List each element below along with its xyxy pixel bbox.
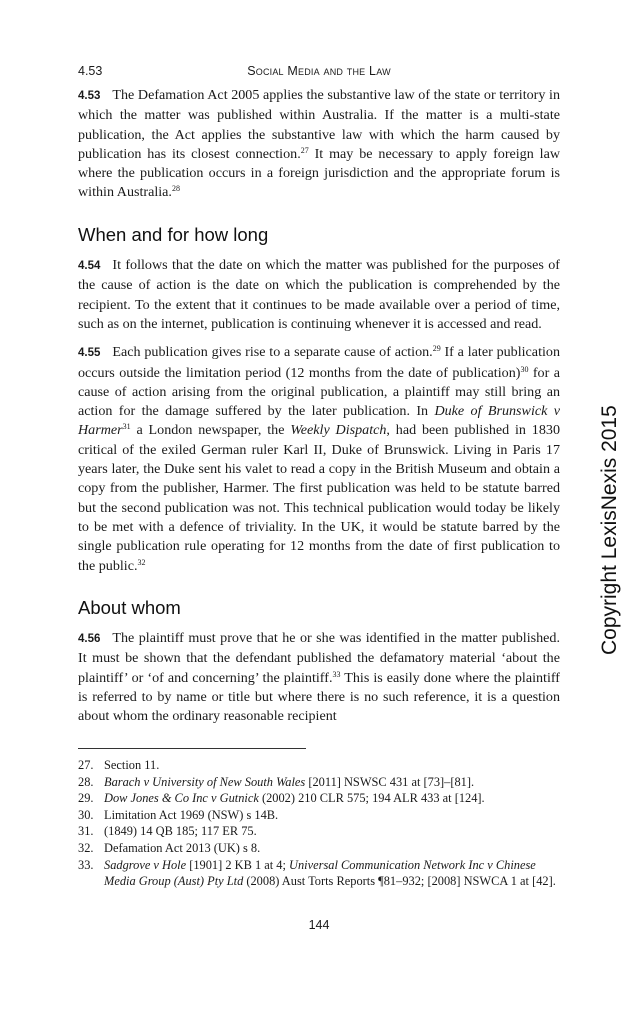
footnote-33: 33. Sadgrove v Hole [1901] 2 KB 1 at 4; Universal Communication Network Inc v Chinese Media Group (Aust) Pty Ltd (2008) Aust Torts Reports ¶81–932; [2008] NSWCA 1 at [42].	[78, 857, 556, 889]
footnote-ref[interactable]: 32	[137, 557, 146, 567]
footnote-32: 32. Defamation Act 2013 (UK) s 8.	[78, 840, 261, 855]
paragraph-4-53	[78, 86, 560, 203]
footnote-ref[interactable]: 31	[122, 422, 131, 432]
paragraph-4-56	[78, 629, 560, 726]
body-text	[78, 86, 560, 736]
footnote-ref[interactable]: 28	[171, 184, 180, 194]
case-name: Duke of Brunswick v Harmer	[78, 403, 560, 439]
paragraph-4-55	[78, 343, 560, 576]
footnote-30: 30. Limitation Act 1969 (NSW) s 14B.	[78, 807, 279, 822]
case-name: Dow Jones & Co Inc v Gutnick	[104, 791, 259, 806]
paragraph-text: It follows that the date on which the matter was published for the purposes of the cause of action is the date on which the publication is comprehended by the recipient. To the extent that it continues to be made available over a period of time, such as on the internet, publication is continuing whenever it is accessed and read.	[78, 257, 560, 332]
paragraph-text: The Defamation Act 2005 applies the substantive law of the state or territory in which the matter was published within Australia. If the matter is a multi-state publication, the Act applies the substantive law with which the harm caused by publication has its closest connection.	[78, 87, 560, 162]
footnote-ref[interactable]: 29	[432, 344, 441, 354]
footnote-27: 27. Section 11.	[78, 758, 160, 772]
paragraph-text: If a later publication occurs outside the limitation period (12 months from the date of publication)	[78, 344, 560, 381]
footnote-divider	[78, 748, 306, 749]
case-name: Barach v University of New South Wales	[104, 774, 306, 789]
page-number: 144	[308, 918, 330, 932]
section-heading-when: When and for how long	[78, 223, 269, 245]
paragraph-text: a London newspaper, the	[130, 422, 291, 439]
footnote-ref[interactable]: 33	[332, 669, 341, 679]
case-name: Universal Communication Network Inc v Chinese Media Group (Aust) Pty Ltd	[104, 857, 536, 889]
paragraph-number: 4.54	[78, 260, 101, 273]
paragraph-text: , had been published in 1830 critical of the exiled German ruler Karl II, Duke of Brunswick. Living in Paris 17 years later, the Duke sent his valet to read a copy in the British Museum and obtain a copy from the publisher, Harmer. The first publication was held to be statute barred but the second publication was not. This technical publication would today be likely to be met with a defence of triviality. In the UK, it would be statute barred by the single publication rule operating for 12 months from the date of first publication to the public.	[78, 422, 560, 574]
copyright-watermark: Copyright LexisNexis 2015	[598, 405, 621, 655]
section-heading-whom: About whom	[78, 596, 181, 618]
footnote-ref[interactable]: 30	[520, 364, 529, 374]
footnote-28: 28. Barach v University of New South Wales [2011] NSWSC 431 at [73]–[81].	[78, 774, 475, 789]
header-paragraph-ref: 4.53	[78, 64, 103, 78]
paragraph-text: for a cause of action arising from the original publication, a plaintiff may still bring an action for the damage suffered by the later publication. In	[78, 364, 560, 420]
paragraph-text: This is easily done where the plaintiff is referred to by name or title but where there is no such reference, it is a question about whom the ordinary reasonable recipient	[78, 669, 560, 725]
running-header	[78, 64, 560, 82]
paragraph-text: It may be necessary to apply foreign law where the publication occurs in a foreign jurisdiction and the appropriate forum is within Australia.	[78, 145, 561, 201]
paragraph-number: 4.53	[78, 90, 101, 102]
footnotes	[78, 757, 560, 890]
footnote-31: 31. (1849) 14 QB 185; 117 ER 75.	[78, 824, 257, 839]
paragraph-number: 4.56	[78, 633, 101, 646]
paragraph-text: Each publication gives rise to a separate cause of action.	[112, 344, 433, 361]
footnote-29: 29. Dow Jones & Co Inc v Gutnick (2002) 210 CLR 575; 194 ALR 433 at [124].	[78, 791, 485, 806]
paragraph-number: 4.55	[78, 347, 101, 360]
paragraph-text: The plaintiff must prove that he or she was identified in the matter published. It must be shown that the defendant published the defamatory material ‘about the plaintiff’ or ‘of and concerning’ the plaintiff.	[78, 630, 560, 686]
newspaper-name: Weekly Dispatch	[290, 422, 387, 439]
footnote-ref[interactable]: 27	[300, 145, 309, 155]
running-title: Social Media and the Law	[247, 64, 391, 78]
paragraph-4-54	[78, 256, 560, 334]
case-name: Sadgrove v Hole	[104, 857, 187, 872]
